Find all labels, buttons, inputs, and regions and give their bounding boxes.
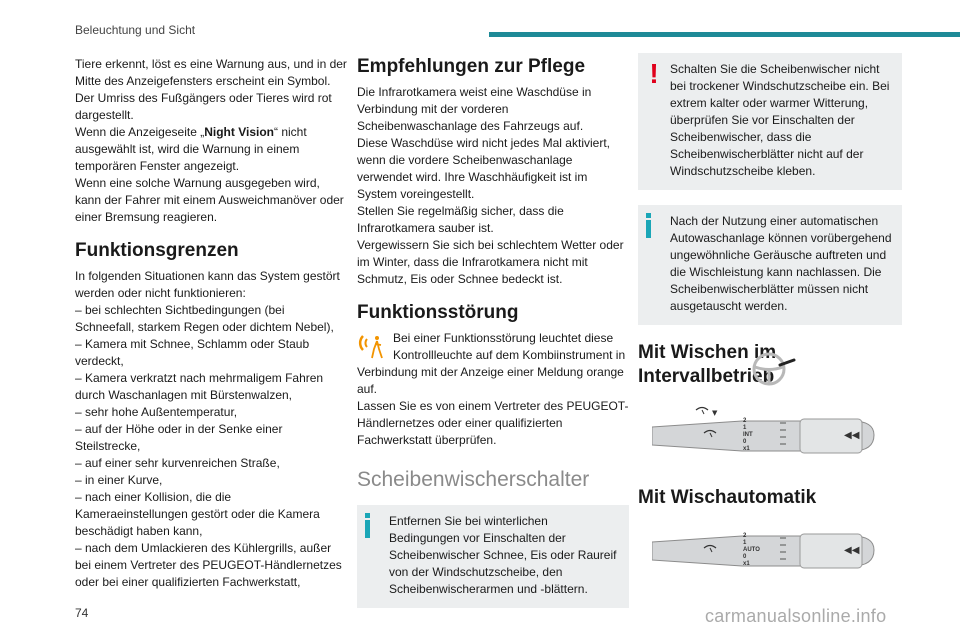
- limits-item: – Kamera verkratzt nach mehrmaligem Fahren durch Waschanlagen mit Bürstenwalzen,: [75, 371, 324, 402]
- stalk-position-1: 1: [743, 540, 747, 546]
- limits-heading: Funktionsgrenzen: [75, 240, 239, 261]
- fault-paragraph: Lassen Sie es von einem Vertreter des PEUGEOT-Händlernetzes oder einer qualifizierten Fachwerkstatt überprüfen.: [357, 399, 629, 447]
- fault-paragraph: Bei einer Funktionsstörung leuchtet diese Kontrollleuchte auf dem Kombiinstrument in Verbindung mit der Anzeige einer Meldung orange auf.: [357, 331, 626, 396]
- steering-wheel-icon: [752, 350, 798, 390]
- limits-item: – auf einer sehr kurvenreichen Straße,: [75, 456, 280, 470]
- night-vision-label: Night Vision: [204, 125, 274, 139]
- section-header: Beleuchtung und Sicht: [75, 23, 196, 37]
- fault-block: [357, 330, 629, 449]
- stalk-position-x1: x1: [743, 446, 750, 452]
- stalk-position-int: INT: [743, 432, 753, 438]
- limits-intro: In folgenden Situationen kann das System gestört werden oder nicht funktionieren:: [75, 269, 340, 300]
- page-number: 74: [75, 606, 89, 620]
- limits-item: – Kamera mit Schnee, Schlamm oder Staub verdeckt,: [75, 337, 310, 368]
- care-paragraph: Die Infrarotkamera weist eine Waschdüse in Verbindung mit der vorderen Scheibenwaschanlage des Fahrzeugs auf.: [357, 85, 592, 133]
- warning-text: Schalten Sie die Scheibenwischer nicht bei trockener Windschutzscheibe ein. Bei extrem kalter oder warmer Witterung, überprüfen Sie vor Einschalten der Scheibenwischer, dass die Scheibenwischerblätter nicht auf der Windschutzscheibe kleben.: [670, 62, 890, 178]
- limits-item: – bei schlechten Sichtbedingungen (bei Schneefall, starkem Regen oder dichtem Nebel),: [75, 303, 334, 334]
- svg-text:◀◀: ◀◀: [844, 545, 860, 556]
- info-icon: [365, 513, 381, 539]
- stalk-position-0: 0: [743, 439, 747, 445]
- wiper-stalk-interval: [652, 405, 882, 465]
- wiper-stalk-auto: [652, 520, 882, 580]
- wiper-switch-heading: Scheibenwischerschalter: [357, 468, 590, 491]
- stalk-position-auto: AUTO: [743, 547, 760, 553]
- limits-item: – auf der Höhe oder in der Senke einer Steilstrecke,: [75, 422, 283, 453]
- column-2: [357, 56, 629, 608]
- winter-info-text: Entfernen Sie bei winterlichen Bedingungen vor Einschalten der Scheibenwischer Schnee, Eis oder Raureif von der Windschutzscheibe, den Scheibenwischerarmen und -blättern.: [389, 514, 617, 596]
- watermark: carmanualsonline.info: [705, 606, 887, 626]
- stalk-position-x1: x1: [743, 561, 750, 567]
- limits-item: – sehr hohe Außentemperatur,: [75, 405, 238, 419]
- care-paragraph: Vergewissern Sie sich bei schlechtem Wetter oder im Winter, dass die Infrarotkamera nicht mit Schmutz, Eis oder Schnee bedeckt ist.: [357, 238, 624, 286]
- night-vision-fault-icon: [357, 332, 387, 362]
- interval-heading: Mit Wischen im Intervallbetrieb: [638, 342, 777, 387]
- stalk-position-2: 2: [743, 533, 747, 539]
- svg-text:▼: ▼: [712, 409, 718, 417]
- svg-text:◀◀: ◀◀: [844, 430, 860, 441]
- limits-item: – nach dem Umlackieren des Kühlergrills, außer bei einem Vertreter des PEUGEOT-Händlernetzes oder bei einer qualifizierten Fachwerkstatt,: [75, 541, 342, 589]
- car-wash-info-text: Nach der Nutzung einer automatischen Autowaschanlage können vorübergehend ungewöhnliche Geräusche auftreten und die Wischleistung kann nachlassen. Die Scheibenwischerblätter müssen nicht ausgetauscht werden.: [670, 214, 892, 313]
- care-paragraph: Diese Waschdüse wird nicht jedes Mal aktiviert, wenn die vordere Scheibenwaschanlage verwendet wird. Ihre Waschhäufigkeit ist im System voreingestellt.: [357, 136, 610, 201]
- auto-wipe-heading: Mit Wischautomatik: [638, 487, 817, 508]
- intro-paragraph-3: Wenn eine solche Warnung ausgegeben wird, kann der Fahrer mit einem Ausweichmanöver oder einer Bremsung reagieren.: [75, 176, 344, 224]
- column-3: [638, 56, 902, 389]
- winter-info-box: [357, 505, 629, 608]
- column-1: [75, 56, 347, 591]
- warning-icon: !: [649, 58, 659, 89]
- limits-item: – in einer Kurve,: [75, 473, 163, 487]
- stalk-position-0: 0: [743, 554, 747, 560]
- fault-heading: Funktionsstörung: [357, 302, 519, 323]
- care-heading: Empfehlungen zur Pflege: [357, 56, 586, 77]
- intro-paragraph-2: Wenn die Anzeigeseite „Night Vision“ nicht ausgewählt ist, wird die Warnung in einem temporären Fenster angezeigt.: [75, 125, 307, 173]
- stalk-position-2: 2: [743, 418, 747, 424]
- limits-item: – nach einer Kollision, die die Kameraeinstellungen gestört oder die Kamera beschädigt haben kann,: [75, 490, 320, 538]
- stalk-position-1: 1: [743, 425, 747, 431]
- info-icon: [646, 213, 662, 239]
- car-wash-info-box: [638, 205, 902, 325]
- dry-windscreen-warning-box: [638, 53, 902, 190]
- header-accent-bar: [489, 32, 960, 37]
- intro-paragraph-1: Tiere erkennt, löst es eine Warnung aus, und in der Mitte des Anzeigefensters erscheint ein Symbol. Der Umriss des Fußgängers oder Tieres wird rot dargestellt.: [75, 57, 347, 122]
- care-paragraph: Stellen Sie regelmäßig sicher, dass die Infrarotkamera sauber ist.: [357, 204, 564, 235]
